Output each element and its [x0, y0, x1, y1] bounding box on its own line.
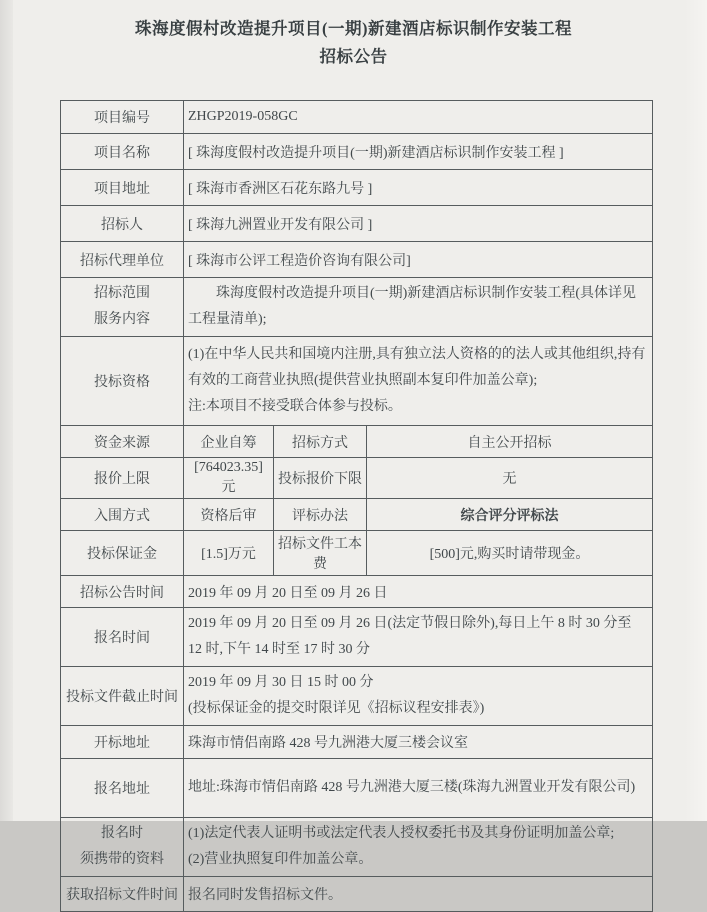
value-bid-deadline	[184, 667, 653, 726]
label-document-fee: 招标文件工本费	[274, 531, 367, 576]
label-evaluation-method: 评标办法	[274, 499, 367, 531]
row-opening-addr	[61, 726, 653, 759]
value-project-name: [ 珠海度假村改造提升项目(一期)新建酒店标识制作安装工程 ]	[184, 134, 653, 170]
value-document-fee: [500]元,购买时请带现金。	[367, 531, 653, 576]
value-price-floor: 无	[367, 458, 653, 499]
row-shortlist	[61, 499, 653, 531]
value-shortlist-method: 资格后审	[184, 499, 274, 531]
label-shortlist-method: 入围方式	[61, 499, 184, 531]
label-scope-line2: 服务内容	[94, 312, 150, 327]
value-price-cap: [764023.35]元	[184, 458, 274, 499]
row-project-no	[61, 101, 653, 134]
value-materials	[184, 818, 653, 877]
value-opening-addr: 珠海市情侣南路 428 号九洲港大厦三楼会议室	[184, 726, 653, 759]
value-tender-method: 自主公开招标	[367, 426, 653, 458]
document-title	[0, 15, 707, 71]
value-project-no: ZHGP2019-058GC	[184, 101, 653, 134]
row-funding	[61, 426, 653, 458]
scan-edge-left	[0, 0, 13, 821]
label-project-name: 项目名称	[61, 134, 184, 170]
value-obtain-docs: 报名同时发售招标文件。	[184, 877, 653, 912]
value-bid-deposit: [1.5]万元	[184, 531, 274, 576]
label-price-cap: 报价上限	[61, 458, 184, 499]
title-line2: 招标公告	[319, 47, 388, 66]
label-tenderer: 招标人	[61, 206, 184, 242]
value-signup-addr-text: 地址:珠海市情侣南路 428 号九洲港大厦三楼(珠海九洲置业开发有限公司)	[188, 780, 636, 795]
row-deposit	[61, 531, 653, 576]
label-signup-addr: 报名地址	[61, 759, 184, 818]
label-materials-line1: 报名时	[101, 826, 143, 841]
label-project-no: 项目编号	[61, 101, 184, 134]
row-agency	[61, 242, 653, 278]
label-price-floor: 投标报价下限	[274, 458, 367, 499]
row-obtain-docs	[61, 877, 653, 912]
bid-deadline-note: (投标保证金的提交时限详见《招标议程安排表》)	[188, 701, 485, 716]
value-agency: [ 珠海市公评工程造价咨询有限公司]	[184, 242, 653, 278]
materials-item-2: (2)营业执照复印件加盖公章。	[188, 852, 373, 867]
label-funding-source: 资金来源	[61, 426, 184, 458]
materials-item-1: (1)法定代表人证明书或法定代表人授权委托书及其身份证明加盖公章;	[188, 826, 615, 841]
label-materials	[61, 818, 184, 877]
title-line1: 珠海度假村改造提升项目(一期)新建酒店标识制作安装工程	[135, 19, 572, 38]
value-announce-time: 2019 年 09 月 20 日至 09 月 26 日	[184, 576, 653, 608]
label-announce-time: 招标公告时间	[61, 576, 184, 608]
value-scope-text: 珠海度假村改造提升项目(一期)新建酒店标识制作安装工程(具体详见工程量清单);	[188, 286, 636, 327]
label-scope	[61, 278, 184, 337]
value-signup-addr	[184, 759, 653, 818]
value-scope	[184, 278, 653, 337]
row-scope	[61, 278, 653, 337]
value-tenderer: [ 珠海九洲置业开发有限公司 ]	[184, 206, 653, 242]
label-agency: 招标代理单位	[61, 242, 184, 278]
label-materials-line2: 须携带的资料	[80, 852, 164, 867]
scan-edge-right	[685, 0, 707, 821]
row-project-addr	[61, 170, 653, 206]
label-obtain-docs: 获取招标文件时间	[61, 877, 184, 912]
bid-deadline-datetime: 2019 年 09 月 30 日 15 时 00 分	[188, 675, 374, 690]
row-tenderer	[61, 206, 653, 242]
row-signup-time	[61, 608, 653, 667]
label-qualification: 投标资格	[61, 337, 184, 426]
row-announce-time	[61, 576, 653, 608]
value-evaluation-method: 综合评分评标法	[367, 499, 653, 531]
row-bid-deadline	[61, 667, 653, 726]
row-signup-addr	[61, 759, 653, 818]
value-qualification	[184, 337, 653, 426]
qualification-clause-1: (1)在中华人民共和国境内注册,具有独立法人资格的的法人或其他组织,持有有效的工商营业执照(提供营业执照副本复印件加盖公章);	[188, 347, 646, 388]
label-scope-line1: 招标范围	[94, 286, 150, 301]
qualification-note: 注:本项目不接受联合体参与投标。	[188, 399, 402, 414]
value-funding-source: 企业自筹	[184, 426, 274, 458]
tender-info-table	[60, 100, 653, 912]
value-project-addr: [ 珠海市香洲区石花东路九号 ]	[184, 170, 653, 206]
value-signup-time-text: 2019 年 09 月 20 日至 09 月 26 日(法定节假日除外),每日上午 8 时 30 分至 12 时,下午 14 时至 17 时 30 分	[188, 616, 632, 657]
label-opening-addr: 开标地址	[61, 726, 184, 759]
label-project-addr: 项目地址	[61, 170, 184, 206]
label-bid-deposit: 投标保证金	[61, 531, 184, 576]
label-tender-method: 招标方式	[274, 426, 367, 458]
row-materials	[61, 818, 653, 877]
label-signup-time: 报名时间	[61, 608, 184, 667]
row-project-name	[61, 134, 653, 170]
value-signup-time	[184, 608, 653, 667]
row-price-cap	[61, 458, 653, 499]
label-bid-deadline: 投标文件截止时间	[61, 667, 184, 726]
row-qualification	[61, 337, 653, 426]
